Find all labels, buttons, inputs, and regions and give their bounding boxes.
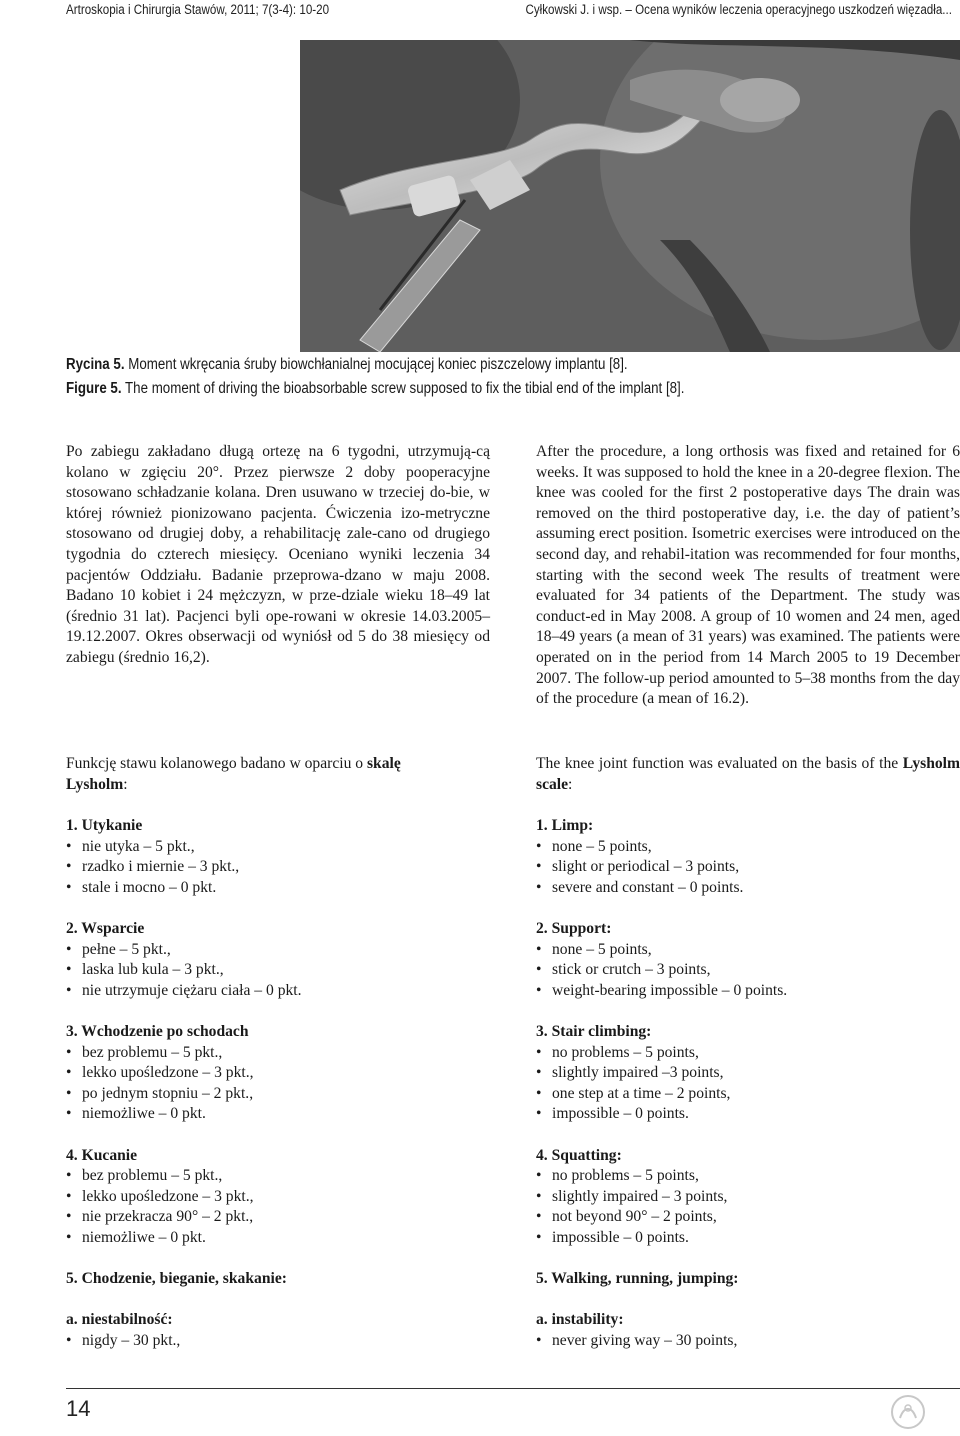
- scale-section-title: 1. Limp:: [536, 817, 594, 834]
- scale-section-title: a. niestabilność:: [66, 1311, 173, 1329]
- paragraph-pl-1: Po zabiegu zakładano długą ortezę na 6 tygodni, utrzymują-cą kolano w zgięciu 20°. Przez pierwsze 2 doby pooperacyjne stosowano schładzanie kolana. Dren usuwano w trzeciej do-bie, w której również pionizowano pacjenta. Ćwiczenia izo-metryczne stosowano od drugiej doby, a rehabilitację zale-cano od drugiego tygodnia do czterech miesięcy. Oceniano wyniki leczenia 34 pacjentów Oddziału. Badanie przeprowa-dzano w maju 2008. Badano 10 kobiet i 24 mężczyzn, w prze-dziale wieku 18–49 lat (średnio 31 lat). Pacjenci byli ope-rowani w okresie 14.03.2005–19.12.2007. Okres obserwacji od wyniósł od 5 do 38 miesięcy od zabiegu (średnio 16,2).: [66, 443, 490, 666]
- list-item: • no problems – 5 points,: [536, 1043, 960, 1064]
- list-item: • not beyond 90° – 2 points,: [536, 1207, 960, 1228]
- list-item: • slightly impaired – 3 points,: [536, 1187, 960, 1208]
- scale-section: [66, 816, 490, 898]
- list-item: • slightly impaired –3 points,: [536, 1063, 960, 1084]
- right-column-para1: [536, 442, 960, 710]
- footer-rule: [66, 1388, 960, 1389]
- lysholm-scale-en: [536, 816, 960, 1351]
- caption-label-pl: Rycina 5.: [66, 356, 125, 373]
- scale-section-title: 3. Wchodzenie po schodach: [66, 1022, 249, 1040]
- list-item: • niemożliwe – 0 pkt.: [66, 1104, 490, 1125]
- caption-text-en: The moment of driving the bioabsorbable screw supposed to fix the tibial end of the implant [8].: [125, 380, 685, 397]
- surgical-photo: [300, 40, 960, 352]
- list-item: • bez problemu – 5 pkt.,: [66, 1043, 490, 1064]
- list-item: • stale i mocno – 0 pkt.: [66, 878, 490, 899]
- scale-items-list: [66, 940, 490, 1002]
- scale-items-list: [66, 1331, 490, 1352]
- scale-items-list: [66, 1166, 490, 1248]
- scale-items-list: [66, 1043, 490, 1125]
- list-item: • none – 5 points,: [536, 837, 960, 858]
- figure-caption-en: [66, 380, 684, 398]
- list-item: • weight-bearing impossible – 0 points.: [536, 981, 960, 1002]
- list-item: • one step at a time – 2 points,: [536, 1084, 960, 1105]
- list-item: • lekko upośledzone – 3 pkt.,: [66, 1187, 490, 1208]
- scale-section: [536, 1269, 960, 1290]
- scale-section: [536, 1146, 960, 1249]
- list-item: • nie utrzymuje ciężaru ciała – 0 pkt.: [66, 981, 490, 1002]
- list-item: • nie przekracza 90° – 2 pkt.,: [66, 1207, 490, 1228]
- running-header-left: Artroskopia i Chirurgia Stawów, 2011; 7(3-4): 10-20: [66, 2, 330, 17]
- lysholm-scale-pl: [66, 816, 490, 1351]
- paragraph-en-2: The knee joint function was evaluated on the basis of the Lysholm scale:: [536, 755, 960, 793]
- scale-items-list: [536, 837, 960, 899]
- scale-section: [536, 919, 960, 1001]
- list-item: • laska lub kula – 3 pkt.,: [66, 960, 490, 981]
- scale-section-title: 3. Stair climbing:: [536, 1022, 652, 1040]
- list-item: • pełne – 5 pkt.,: [66, 940, 490, 961]
- paragraph-en-1: After the procedure, a long orthosis was fixed and retained for 6 weeks. It was supposed to hold the knee in a 20-degree flexion. The knee was cooled for the first 2 postoperative days The drain was removed on the third postoperative day, i.e. the day of patient’s assuming erect position. Isometric exercises were introduced on the second day, and rehabil-itation was recommended for four months, starting with the second week The results of treatment were evaluated for 34 patients of the Department. The study was conduct-ed in May 2008. A group of 10 women and 24 men, aged 18–49 years (a mean of 31 years) was examined. The patients were operated on in the period from 14 March 2005 to 19 December 2007. The follow-up period amounted to 5–38 months from the day of the procedure (a mean of 16.2).: [536, 443, 960, 708]
- caption-label-en: Figure 5.: [66, 380, 122, 397]
- list-item: • impossible – 0 points.: [536, 1228, 960, 1249]
- scale-section: [66, 1022, 490, 1125]
- list-item: • niemożliwe – 0 pkt.: [66, 1228, 490, 1249]
- scale-items-list: [536, 1331, 960, 1352]
- left-column-para2: [66, 754, 490, 795]
- list-item: • never giving way – 30 points,: [536, 1331, 960, 1352]
- scale-section-title: 2. Wsparcie: [66, 919, 145, 937]
- scale-section: [66, 1310, 490, 1351]
- scale-items-list: [66, 837, 490, 899]
- page-number: 14: [66, 1396, 91, 1421]
- list-item: • stick or crutch – 3 points,: [536, 960, 960, 981]
- figure-caption-pl: [66, 356, 628, 374]
- list-item: • nie utyka – 5 pkt.,: [66, 837, 490, 858]
- scale-section-title: a. instability:: [536, 1311, 624, 1329]
- list-item: • none – 5 points,: [536, 940, 960, 961]
- scale-section-title: 2. Support:: [536, 919, 612, 937]
- scale-section-title: 1. Utykanie: [66, 817, 143, 834]
- list-item: • impossible – 0 points.: [536, 1104, 960, 1125]
- scale-section-title: 5. Chodzenie, bieganie, skakanie:: [66, 1270, 287, 1288]
- caption-text-pl: Moment wkręcania śruby biowchłanialnej mocującej koniec piszczelowy implantu [8].: [128, 356, 628, 373]
- running-header-right: Cyłkowski J. i wsp. – Ocena wyników leczenia operacyjnego uszkodzeń więzadła...: [525, 2, 952, 17]
- scale-section: [536, 816, 960, 898]
- list-item: • lekko upośledzone – 3 pkt.,: [66, 1063, 490, 1084]
- scale-section-title: 4. Squatting:: [536, 1146, 622, 1164]
- scale-section-title: 5. Walking, running, jumping:: [536, 1270, 739, 1288]
- list-item: • rzadko i miernie – 3 pkt.,: [66, 857, 490, 878]
- list-item: • no problems – 5 points,: [536, 1166, 960, 1187]
- right-column-para2: [536, 754, 960, 795]
- journal-logo-icon: [888, 1392, 928, 1432]
- scale-section: [66, 919, 490, 1001]
- scale-section-title: 4. Kucanie: [66, 1146, 138, 1164]
- scale-section: [536, 1022, 960, 1125]
- paragraph-pl-2: Funkcję stawu kolanowego badano w oparciu o skalę Lysholm:: [66, 755, 401, 793]
- list-item: • severe and constant – 0 points.: [536, 878, 960, 899]
- scale-section: [536, 1310, 960, 1351]
- scale-section: [66, 1269, 490, 1290]
- list-item: • nigdy – 30 pkt.,: [66, 1331, 490, 1352]
- left-column-para1: [66, 442, 490, 669]
- scale-items-list: [536, 1166, 960, 1248]
- scale-section: [66, 1146, 490, 1249]
- scale-items-list: [536, 1043, 960, 1125]
- list-item: • bez problemu – 5 pkt.,: [66, 1166, 490, 1187]
- scale-items-list: [536, 940, 960, 1002]
- list-item: • slight or periodical – 3 points,: [536, 857, 960, 878]
- list-item: • po jednym stopniu – 2 pkt.,: [66, 1084, 490, 1105]
